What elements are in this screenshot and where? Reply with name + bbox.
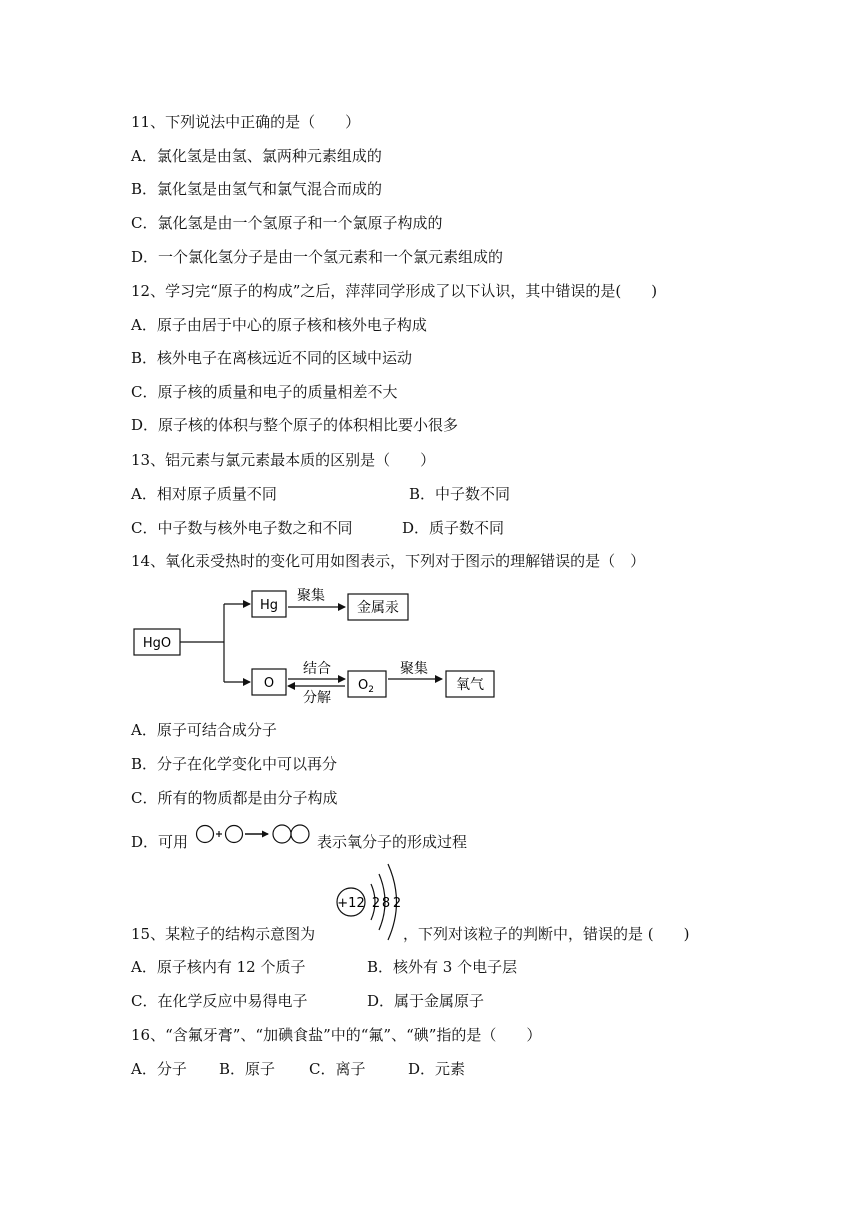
q16-option-a: A．分子 xyxy=(131,1060,187,1078)
q13-option-d: D．质子数不同 xyxy=(402,519,505,537)
q12-option-c: C．原子核的质量和电子的质量相差不大 xyxy=(131,383,398,401)
atomic-structure-diagram xyxy=(333,862,413,942)
q15-stem-suffix: ，下列对该粒子的判断中，错误的是 ( ) xyxy=(403,925,690,943)
gather-label-bottom: 聚集 xyxy=(400,661,428,677)
q15-option-b: B．核外有 3 个电子层 xyxy=(367,958,518,976)
oxygen-molecule-circle-1 xyxy=(273,825,291,843)
atom-combination-diagram xyxy=(195,822,315,846)
q15-option-c: C．在化学反应中易得电子 xyxy=(131,992,308,1010)
q14-option-d-suffix: 表示氧分子的形成过程 xyxy=(317,833,468,851)
mercury-oxide-decomposition-diagram xyxy=(128,585,508,707)
q12-option-b: B．核外电子在离核远近不同的区域中运动 xyxy=(131,349,413,367)
oxygen-gas-label: 氧气 xyxy=(456,677,484,693)
decompose-label: 分解 xyxy=(303,690,331,706)
combine-label: 结合 xyxy=(303,661,331,677)
q11-option-b: B．氯化氢是由氢气和氯气混合而成的 xyxy=(131,180,383,198)
q12-stem: 12、学习完“原子的构成”之后，萍萍同学形成了以下认识，其中错误的是( ) xyxy=(131,282,658,300)
q11-option-a: A．氯化氢是由氢、氯两种元素组成的 xyxy=(131,147,382,165)
q16-option-b: B．原子 xyxy=(219,1060,276,1078)
q15-option-d: D．属于金属原子 xyxy=(367,992,485,1010)
nucleus-charge: +12 xyxy=(337,896,365,911)
q14-stem: 14、氧化汞受热时的变化可用如图表示，下列对于图示的理解错误的是（ ） xyxy=(131,552,646,570)
q14-option-d-prefix: D．可用 xyxy=(131,833,189,851)
q12-option-d: D．原子核的体积与整个原子的体积相比要小很多 xyxy=(131,416,459,434)
q14-option-a: A．原子可结合成分子 xyxy=(131,721,277,739)
metal-mercury-label: 金属汞 xyxy=(357,600,399,616)
q13-option-c: C．中子数与核外电子数之和不同 xyxy=(131,519,353,537)
q12-option-a: A．原子由居于中心的原子核和核外电子构成 xyxy=(131,316,427,334)
hg-label: Hg xyxy=(259,598,279,613)
q11-option-c: C．氯化氢是由一个氢原子和一个氯原子构成的 xyxy=(131,214,443,232)
q11-option-d: D．一个氯化氢分子是由一个氢元素和一个氯元素组成的 xyxy=(131,248,504,266)
oxygen-atom-circle-1 xyxy=(197,826,214,843)
q15-stem-prefix: 15、某粒子的结构示意图为 xyxy=(131,925,316,943)
q13-option-b: B．中子数不同 xyxy=(409,485,511,503)
hgo-label: HgO xyxy=(142,636,172,651)
q13-stem: 13、铝元素与氯元素最本质的区别是（ ） xyxy=(131,451,436,469)
gather-label-top: 聚集 xyxy=(297,588,325,604)
q11-stem: 11、下列说法中正确的是（ ） xyxy=(131,113,361,131)
shell-3-electrons: 2 xyxy=(392,896,402,911)
shell-2-electrons: 8 xyxy=(381,896,391,911)
oxygen-atom-label: O xyxy=(263,676,275,691)
oxygen-atom-circle-2 xyxy=(226,826,243,843)
q16-option-d: D．元素 xyxy=(408,1060,466,1078)
q14-option-b: B．分子在化学变化中可以再分 xyxy=(131,755,338,773)
q13-option-a: A．相对原子质量不同 xyxy=(131,485,277,503)
q16-option-c: C．离子 xyxy=(309,1060,366,1078)
q15-option-a: A．原子核内有 12 个质子 xyxy=(131,958,306,976)
q16-stem: 16、“含氟牙膏”、“加碘食盐”中的“氟”、“碘”指的是（ ） xyxy=(131,1026,542,1044)
shell-1-electrons: 2 xyxy=(371,896,381,911)
oxygen-molecule-circle-2 xyxy=(291,825,309,843)
q14-option-c: C．所有的物质都是由分子构成 xyxy=(131,789,338,807)
oxygen-molecule-label: $O_2$ xyxy=(358,678,374,695)
